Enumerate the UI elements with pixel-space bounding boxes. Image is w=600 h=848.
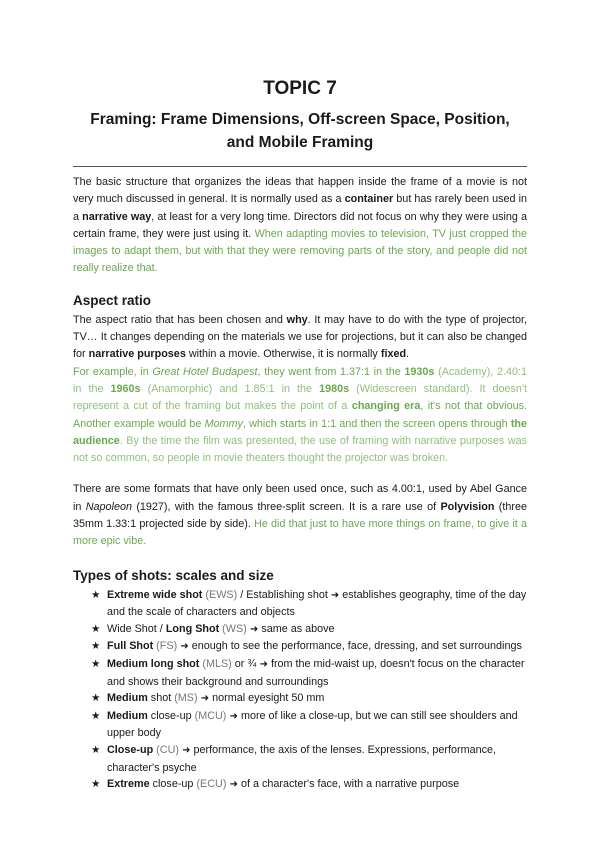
aspect-p1-text-a: The aspect ratio that has been chosen and [73,313,287,326]
aspect-p1-bold-fixed: fixed [380,348,407,361]
shot-rest: or ¾ [231,658,257,671]
aspect-paragraph-2 [73,364,527,468]
shots-heading: Types of shots: scales and size [73,567,274,583]
polyvision-term: Polyvision [440,500,495,513]
intro-paragraph [73,174,527,278]
aspect-p1-text-c: within a movie. Otherwise, it is normally [185,348,381,361]
shot-abbreviation: (ECU) [193,778,227,791]
paragraph-gap [73,467,527,481]
aspect-p2-text-d: (Anamorphic) and 1.85:1 in the [140,382,320,395]
list-item [91,638,527,656]
intro-highlight: When adapting movies to television, TV just cropped the images to adapt them, but with that they were removing parts of the story, and people did not really realize that. [73,227,527,275]
the-audience: the audience [73,417,528,447]
intro-bold-container: container [344,193,394,206]
shot-abbreviation: (MS) [171,692,198,705]
shot-description: from the mid-waist up, doesn't focus on the character and shows their background and surroundings [107,658,525,688]
shot-name: Medium long shot [107,658,200,671]
aspect-p1-text-d: . [406,348,410,361]
aspect-p2-text-b: , they went from 1.37:1 in the [257,365,405,378]
document-page [73,78,527,794]
film-title-napoleon: Napoleon [85,500,132,513]
shot-rest: / Establishing shot [237,588,331,601]
star-bullet-icon: ★ [91,692,101,705]
shot-description: same as above [258,622,335,635]
shot-name: Full Shot [107,640,154,653]
list-item [91,742,527,776]
aspect-p2-text-h: . By the time the film was presented, the use of framing with narrative purposes was not so common, so people in movie theaters thought the projector was broken. [73,434,527,465]
arrow-right-icon: ➜ [256,659,268,671]
shot-name: Medium [107,692,148,705]
aspect-p3-text-c: (three 35mm 1.33:1 projected side by side). [73,500,527,531]
shot-name: Close-up [107,743,154,756]
subtitle-line-1: Framing: Frame Dimensions, Off-screen Space, Position, [90,111,510,128]
list-item [91,776,527,794]
aspect-p3-text-a: There are some formats that have only been used once, such as 4.00:1, used by Abel Gance in [73,483,527,513]
aspect-p2-text-c: (Academy), 2.40:1 in the [73,365,527,395]
shot-abbreviation: (MCU) [191,709,227,722]
aspect-p1-text-b: . It may have to do with the type of projector, TV… It changes depending on the materials we use for projections, but it can also be changed for [73,313,527,361]
aspect-p1-bold-narrative: narrative purposes [88,348,186,361]
shot-abbreviation: (WS) [219,622,247,635]
intro-bold-narrative: narrative way [82,210,152,223]
shot-rest: close-up [149,778,194,791]
title-divider [73,166,527,167]
aspect-p3-text-b: (1927), with the famous three-split screen. It is a rare use of [131,500,441,513]
shot-abbreviation: (EWS) [202,588,238,601]
shot-name: Extreme [107,778,150,791]
page-subtitle [73,108,527,154]
film-title-budapest: Great Hotel Budapest [152,365,258,378]
shot-description: establishes geography, time of the day and the scale of characters and objects [107,588,527,619]
shot-description: enough to see the performance, face, dressing, and set surroundings [188,640,522,653]
shot-description: performance, the axis of the lenses. Expressions, performance, character's psyche [107,743,497,774]
aspect-p2-text-g: , which starts in 1:1 and then the screen opens through [242,417,511,430]
star-bullet-icon: ★ [91,743,101,756]
film-title-mommy: Mommy [204,417,243,430]
shot-rest: shot [147,692,172,705]
list-item [91,656,527,690]
list-item [91,708,527,742]
page-title: TOPIC 7 [263,78,337,99]
shot-name: Long Shot [165,622,220,635]
shot-description: more of like a close-up, but we can still see shoulders and upper body [107,709,518,740]
aspect-p1-bold-why: why [286,313,308,326]
arrow-right-icon: ➜ [177,641,189,653]
arrow-right-icon: ➜ [226,710,238,722]
aspect-p3-highlight: He did that just to have more things on frame, to give it a more epic vibe. [73,518,527,548]
aspect-p2-text-a: For example, in [73,365,153,378]
list-item [91,621,527,639]
arrow-right-icon: ➜ [197,693,210,705]
shot-name: Extreme wide shot [107,588,203,601]
star-bullet-icon: ★ [91,658,101,671]
star-bullet-icon: ★ [91,709,101,722]
aspect-p2-text-f: , it's not that obvious. Another example would be [73,400,527,430]
aspect-paragraph-3 [73,481,527,550]
arrow-right-icon: ➜ [330,589,340,601]
aspect-p2-text-e: (Widescreen standard). It doesn't represent a cut of the framing but makes the point of a [73,382,527,413]
intro-text-3: , at least for a very long time. Directors did not focus on why they were using a certain frame, they were just using it. [73,210,527,240]
intro-text-1: The basic structure that organizes the ideas that happen inside the frame of a movie is not very much discussed in general. It is normally used as a [73,176,527,206]
subtitle-line-2: and Mobile Framing [226,134,374,151]
aspect-paragraph-1 [73,312,527,364]
arrow-right-icon: ➜ [246,623,259,635]
list-item [91,587,527,621]
star-bullet-icon: ★ [91,778,101,791]
arrow-right-icon: ➜ [226,779,238,791]
intro-text-2: but has rarely been used in a [73,193,527,223]
shot-description: normal eyesight 50 mm [209,692,325,705]
shot-abbreviation: (MLS) [199,658,232,671]
shot-abbreviation: (CU) [153,743,179,756]
shot-name: Medium [107,709,148,722]
shot-rest: close-up [147,709,192,722]
arrow-right-icon: ➜ [178,744,191,756]
shot-description: of a character's face, with a narrative purpose [238,778,460,791]
decade-1930s: 1930s [404,365,435,378]
shot-abbreviation: (FS) [153,640,178,653]
star-bullet-icon: ★ [91,640,101,653]
aspect-ratio-heading: Aspect ratio [73,292,152,308]
list-item [91,690,527,708]
star-bullet-icon: ★ [91,588,101,601]
decade-1960s: 1960s [110,382,141,395]
decade-1980s: 1980s [319,382,350,395]
star-bullet-icon: ★ [91,622,101,635]
shot-prefix: Wide Shot / [107,622,166,635]
changing-era: changing era [351,400,421,413]
shot-types-list [73,587,527,794]
